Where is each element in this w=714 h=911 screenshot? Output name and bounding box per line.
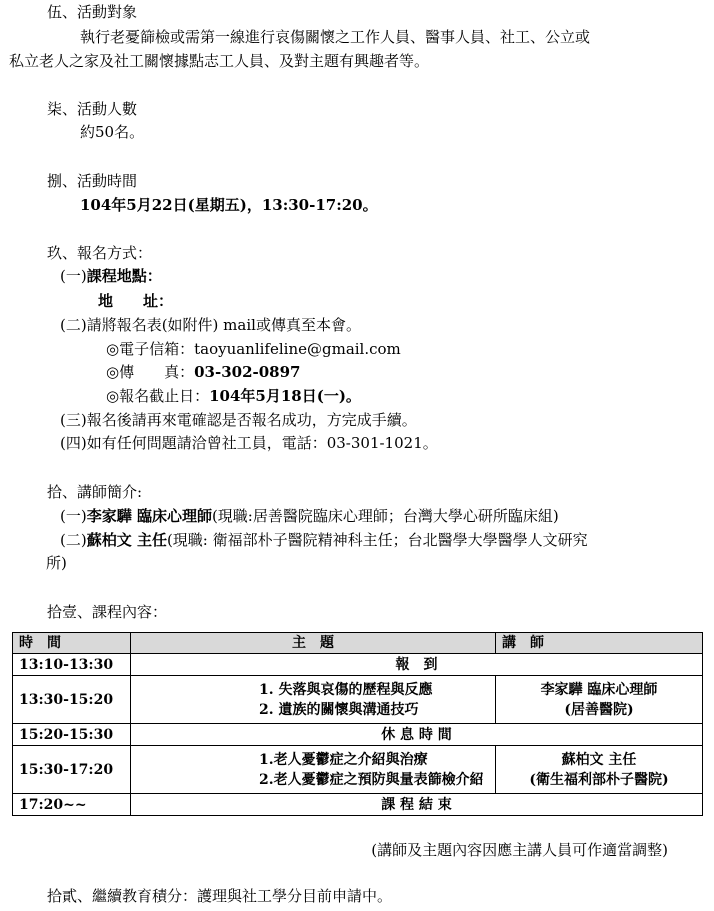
section-5-heading: 伍、活動對象 (47, 3, 138, 21)
schedule-note: (講師及主題內容因應主講人員可作適當調整) (371, 841, 668, 859)
lecturer-2 (60, 530, 588, 550)
row-time: 15:20-15:30 (13, 724, 131, 746)
lecturer-1-desc: (現職:居善醫院臨床心理師；台灣大學心研所臨床組) (211, 507, 559, 525)
speaker-name: 蘇柏文 主任 (561, 751, 637, 768)
section-11-heading: 拾壹、課程內容： (47, 603, 168, 621)
row-time: 13:30-15:20 (13, 676, 131, 724)
row-time: 15:30-17:20 (13, 746, 131, 794)
section-9-heading: 玖、報名方式： (47, 244, 153, 262)
email-label: ◎電子信箱： (106, 340, 195, 358)
section-5-line1: 執行老憂篩檢或需第一線進行哀傷關懷之工作人員、醫事人員、社工、公立或 (80, 28, 591, 46)
email-row (106, 339, 401, 359)
header-speaker: 講 師 (496, 633, 703, 654)
section-9-item1 (60, 266, 162, 286)
speaker-name: 李家驊 臨床心理師 (540, 681, 658, 698)
table-row (13, 724, 703, 746)
section-8-value: 104年5月22日(星期五)，13:30-17:20。 (80, 196, 378, 214)
section-9-item3: (三)報名後請再來電確認是否報名成功，方完成手續。 (60, 411, 417, 429)
row-full: 課 程 結 束 (131, 794, 703, 816)
table-row (13, 746, 703, 794)
section-9-item2: (二)請將報名表(如附件) mail或傳真至本會。 (60, 316, 361, 334)
table-row (13, 654, 703, 676)
deadline-row (106, 386, 361, 406)
section-8-heading: 捌、活動時間 (47, 172, 138, 190)
topic-item: 1. 失落與哀傷的歷程與反應 (259, 681, 433, 698)
lecturer-2-name: 蘇柏文 主任 (86, 531, 167, 549)
row-topics (131, 746, 496, 794)
section-7-heading: 柒、活動人數 (47, 100, 138, 118)
deadline-value: 104年5月18日(一)。 (209, 387, 361, 405)
table-row (13, 794, 703, 816)
lecturer-1-name: 李家驊 臨床心理師 (86, 507, 212, 525)
email-value: taoyuanlifeline@gmail.com (194, 340, 401, 358)
topic-item: 2.老人憂鬱症之預防與量表篩檢介紹 (259, 771, 484, 788)
lecturer-2-desc-cont: 所) (46, 554, 67, 572)
schedule-header-row (13, 633, 703, 654)
row-time: 13:10-13:30 (13, 654, 131, 676)
section-7-value: 約50名。 (80, 123, 145, 141)
schedule-table (12, 632, 703, 816)
lecturer-1 (60, 506, 559, 526)
table-row (13, 676, 703, 724)
section-10-heading: 拾、講師簡介: (47, 483, 143, 501)
header-time: 時 間 (13, 633, 131, 654)
row-topics (131, 676, 496, 724)
lecturer-2-desc: (現職: 衛福部朴子醫院精神科主任；台北醫學大學醫學人文研究 (166, 531, 588, 549)
row-speaker (496, 676, 703, 724)
section-12-text: 拾貳、繼續教育積分：護理與社工學分目前申請中。 (47, 887, 393, 905)
item1-prefix: (一) (60, 267, 87, 285)
topic-item: 1.老人憂鬱症之介紹與治療 (259, 751, 428, 768)
fax-row (106, 362, 300, 382)
deadline-label: ◎報名截止日： (106, 387, 210, 405)
fax-value: 03-302-0897 (194, 363, 301, 381)
address-label: 地 址： (98, 292, 174, 310)
speaker-org: (衛生福利部朴子醫院) (529, 771, 669, 788)
row-speaker (496, 746, 703, 794)
lecturer-1-prefix: (一) (60, 507, 87, 525)
section-5-line2: 私立老人之家及社工關懷據點志工人員、及對主題有興趣者等。 (9, 52, 430, 70)
row-time: 17:20~~ (13, 794, 131, 816)
fax-label: ◎傳 真： (106, 363, 195, 381)
header-topic: 主 題 (131, 633, 496, 654)
speaker-org: (居善醫院) (564, 701, 634, 718)
item1-label: 課程地點： (86, 267, 162, 285)
row-full: 報 到 (131, 654, 703, 676)
section-9-item4: (四)如有任何問題請洽曾社工員，電話：03-301-1021。 (60, 434, 438, 452)
lecturer-2-prefix: (二) (60, 531, 87, 549)
row-full: 休 息 時 間 (131, 724, 703, 746)
topic-item: 2. 遺族的關懷與溝通技巧 (259, 701, 419, 718)
